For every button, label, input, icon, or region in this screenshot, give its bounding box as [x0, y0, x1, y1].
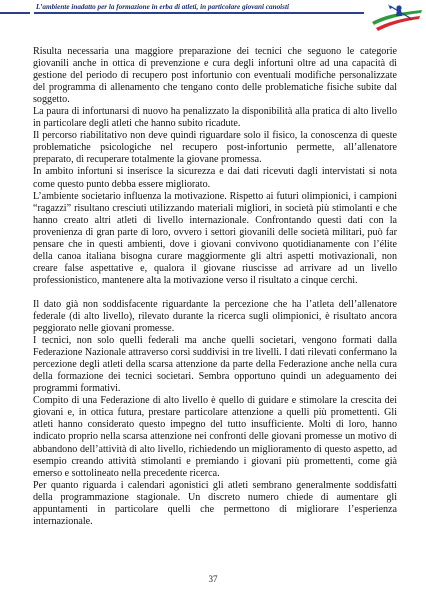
paragraph: Per quanto riguarda i calendari agonistici gli atleti sembrano generalmente soddisfatti della programmazione stagionale. Un discreto numero chiede di aumentare gli appuntamenti in particolare quelli che permettono di migliorare l’esperienza internazionale.	[33, 479, 397, 527]
paragraph: Risulta necessaria una maggiore preparazione dei tecnici che seguono le categorie giovanili anche in ottica di prevenzione e cura degli infortuni oltre ad una capacità di gestione del periodo di recupero post infortunio con eventuali modifiche personalizzate del programma di allenamento che tengano conto delle problematiche fisiche subite dal soggetto.	[33, 46, 397, 106]
header-rule-left	[0, 12, 30, 14]
paragraph: Compito di una Federazione di alto livello è quello di guidare e stimolare la crescita dei giovani e, in ottica futura, prestare particolare attenzione a quelli più promettenti. Gli atleti hanno considerato questo impegno del tutto insufficiente. Molti di loro, hanno indicato proprio nella scarsa attenzione nei confronti delle giovani promesse un motivo di abbandono dell’attività di alto livello, richiedendo un miglioramento di questo aspetto, ad esempio creando attività stimolanti e premiando i giovani più promettenti, come già emerso e sottolineato nella precedente ricerca.	[33, 395, 397, 479]
paragraph: I tecnici, non solo quelli federali ma anche quelli societari, vengono formati dalla Federazione Nazionale attraverso corsi suddivisi in tre livelli. I dati rilevati confermano la percezione degli atleti della scarsa attenzione da parte della Federazione anche nella cura della formazione dei tecnici societari. Sembra opportuno quindi un adeguamento dei programmi formativi.	[33, 335, 397, 395]
paragraph: In ambito infortuni si inserisce la sicurezza e dai dati ricevuti dagli intervistati si nota come questo punto debba essere migliorato.	[33, 166, 397, 190]
paragraph: L’ambiente societario influenza la motivazione. Rispetto ai futuri olimpionici, i campioni “ragazzi” risultano cresciuti utilizzando materiali migliori, in società più stimolanti e che hanno creato altri atleti di livello internazionale. Confrontando questi dati con la provenienza di gran parte di loro, ovvero i settori giovanili delle società militari, può far pensare che in questi ambienti, dove i giovani convivono quotidianamente con l’élite della canoa italiana bisogna curare maggiormente gli altri aspetti motivazionali, non creare false aspettative e, qualora il giovane riuscisse ad arrivare ad un livello professionistico, mantenere alta la motivazione verso il risultato a cinque cerchi.	[33, 190, 397, 286]
paragraph: Il dato già non soddisfacente riguardante la percezione che ha l’atleta dell’allenatore federale (di alto livello), rilevato durante la ricerca sugli olimpionici, è risultato ancora peggiorato nelle giovani promesse.	[33, 298, 397, 335]
body-text	[33, 46, 397, 528]
federation-kayak-logo-icon	[366, 0, 426, 40]
paragraph: La paura di infortunarsi di nuovo ha penalizzato la disponibilità alla pratica di alto livello in particolare degli atleti che hanno subito ricadute.	[33, 106, 397, 130]
paragraph: Il percorso riabilitativo non deve quindi riguardare solo il fisico, la conoscenza di queste problematiche psicologiche nel recupero post-infortunio permette, all’allenatore preparato, di recuperare totalmente la giovane promessa.	[33, 130, 397, 166]
page-number: 37	[208, 574, 218, 584]
header-rule	[34, 12, 364, 14]
running-head: L’ambiente inadatto per la formazione in erba di atleti, in particolare giovani canoisti	[36, 3, 289, 11]
page-header	[0, 0, 426, 40]
